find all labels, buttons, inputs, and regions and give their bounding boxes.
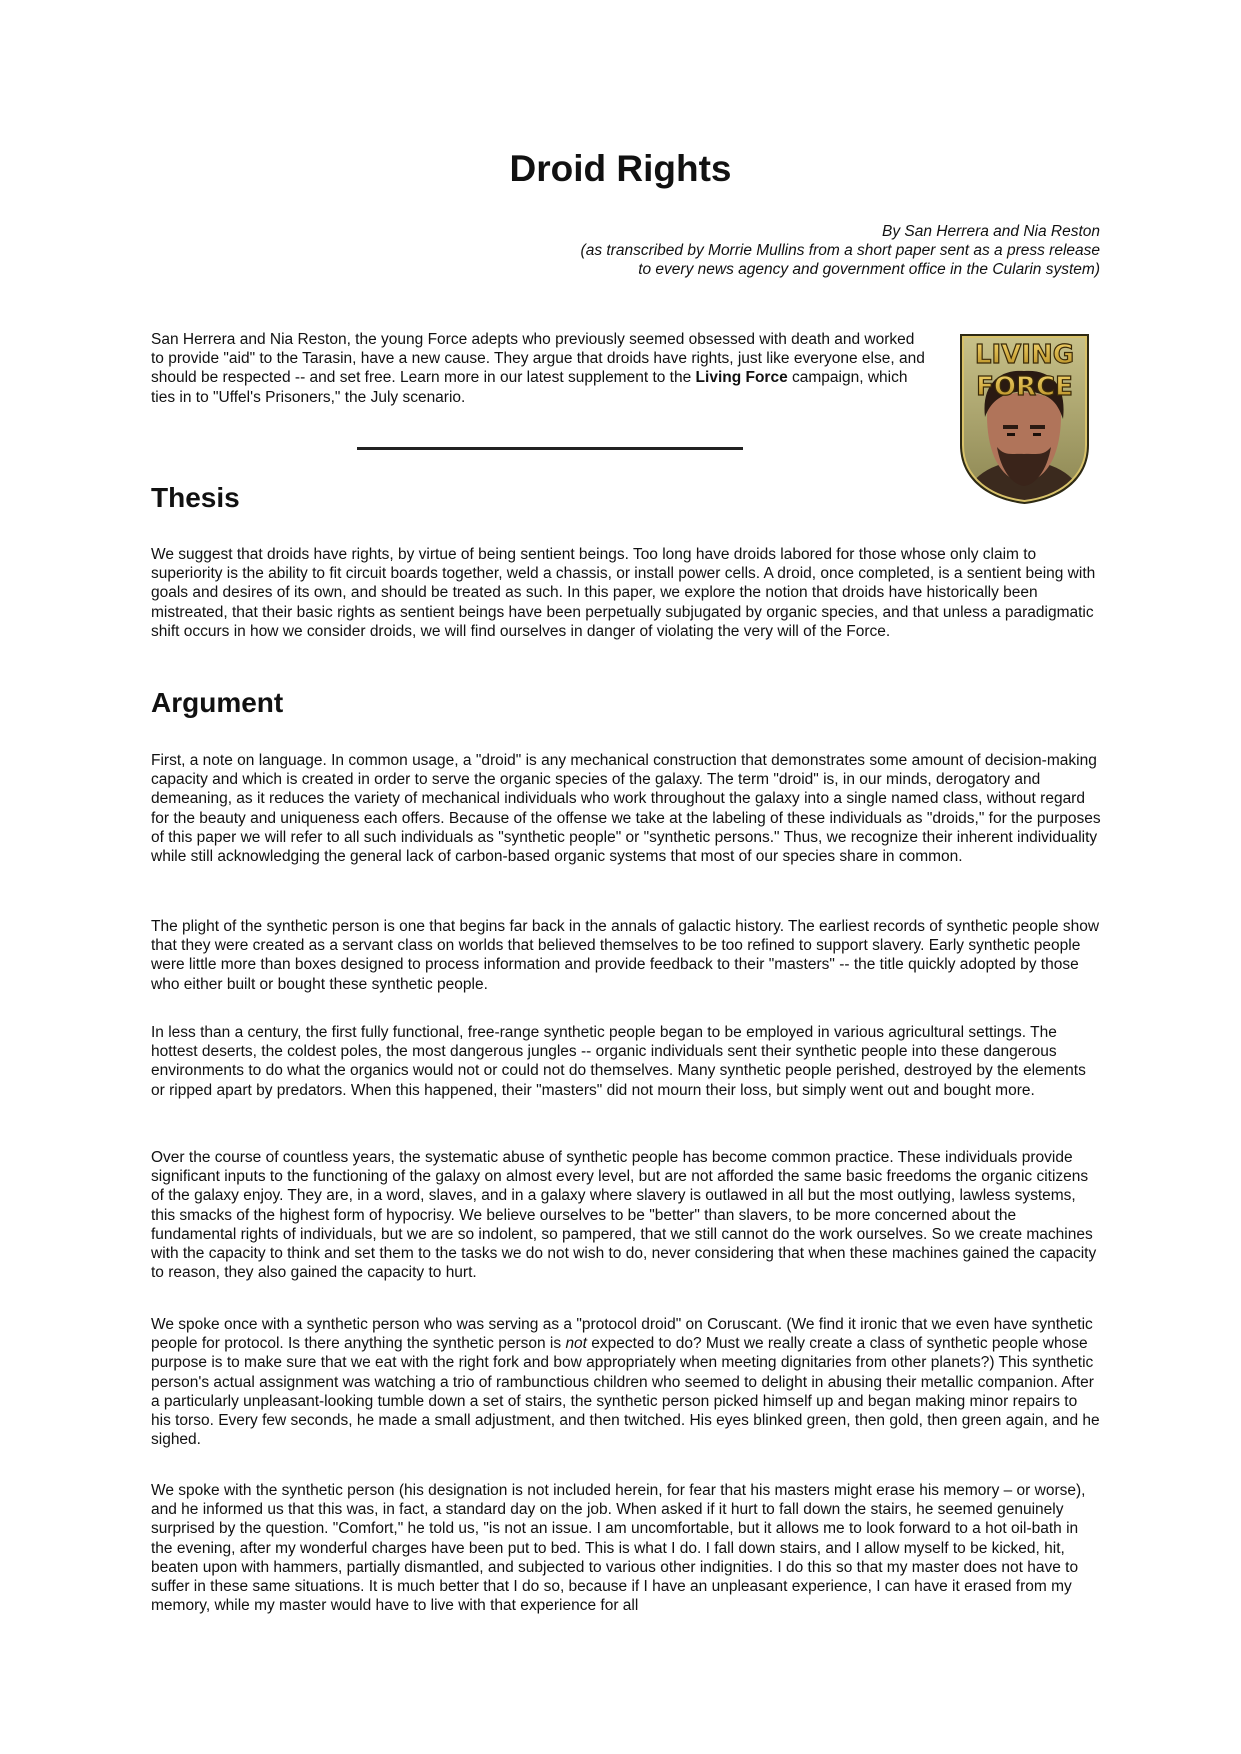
argument-paragraph-abuse: Over the course of countless years, the systematic abuse of synthetic people has become common practice. These individuals provide significant inputs to the functioning of the galaxy on almost every level, but are not afforded the same basic freedoms the organic citizens of the galaxy enjoy. They are, in a word, slaves, and in a galaxy where slavery is outlawed in all but the most outlying, lawless systems, this smacks of the highest form of hypocrisy. We believe ourselves to be "better" than slavers, to be more concerned about the fundamental rights of individuals, but we are so indolent, so pampered, that we still cannot do the work ourselves. So we create machines with the capacity to think and set them to the tasks we do not wish to do, never considering that when these machines gained the capacity to reason, they also gained the capacity to hurt. <box>151 1149 1097 1282</box>
argument-paragraph-history: The plight of the synthetic person is one that begins far back in the annals of galactic history. The earliest records of synthetic people show that they were created as a servant class on worlds that believed themselves to be too refined to support slavery. Early synthetic people were little more than boxes designed to process information and provide feedback to their "masters" -- the title quickly adopted by those who either built or bought these synthetic people. <box>151 918 1100 993</box>
argument-paragraph-interview: We spoke with the synthetic person (his designation is not included herein, for fear that his masters might erase his memory – or worse), and he informed us that this was, in fact, a standard day on the job. When asked if it hurt to fall down the stairs, he seemed genuinely surprised by the question. "Comfort," he told us, "is not an issue. I am uncomfortable, but it allows me to look forward to a hot oil-bath in the evening, after my wonderful charges have been put to bed. This is what I do. I fall down stairs, and I allow myself to be kicked, hit, beaten upon with hammers, partially dismantled, and subjected to various other indignities. I do this so that my master does not have to suffer in these same situations. It is much better that I do so, because if I have an unpleasant experience, I can have it erased from my memory, while my master would have to live with that experience for all <box>151 1482 1086 1615</box>
page-title: Droid Rights <box>509 148 732 189</box>
thesis-heading: Thesis <box>151 482 240 513</box>
intro-campaign-name: Living Force <box>695 369 788 387</box>
protocol-emphasis: not <box>565 1335 587 1353</box>
living-force-logo <box>957 333 1092 505</box>
byline-transcription-note: (as transcribed by Morrie Mullins from a short paper sent as a press release <box>580 242 1100 259</box>
byline-authors: By San Herrera and Nia Reston <box>882 223 1100 240</box>
byline-distribution-note: to every news agency and government office in the Cularin system) <box>638 261 1100 278</box>
thesis-paragraph: We suggest that droids have rights, by virtue of being sentient beings. Too long have droids labored for those whose only claim to superiority is the ability to fit circuit boards together, weld a chassis, or install power cells. A droid, once completed, is a sentient being with goals and desires of its own, and should be treated as such. In this paper, we explore the notion that droids have historically been mistreated, that their basic rights as sentient beings have been perpetually subjugated by organic species, and that unless a paradigmatic shift occurs in how we consider droids, we will find ourselves in danger of violating the very will of the Force. <box>151 546 1096 640</box>
intro-text-start: San Herrera and Nia Reston, the young Force adepts who previously seemed obsessed with death and worked to provide "aid" to the Tarasin, have a new cause. They argue that droids have rights, just like everyone else, and should be respected -- and set free. Learn more in our latest supplement to the <box>151 331 925 387</box>
logo-word-force: FORCE <box>976 372 1073 402</box>
intro-paragraph <box>151 330 931 407</box>
byline <box>400 222 1100 279</box>
argument-heading: Argument <box>151 687 284 718</box>
argument-paragraph-protocol-droid <box>151 1315 1101 1449</box>
argument-paragraph-language: First, a note on language. In common usage, a "droid" is any mechanical construction that demonstrates some amount of decision-making capacity and which is created in order to serve the organic species of the galaxy. The term "droid" is, in our minds, derogatory and demeaning, as it reduces the variety of mechanical individuals who work throughout the galaxy into a single named class, without regard for the beauty and uniqueness each offers. Because of the offense we take at the labeling of these individuals as "droids," for the purposes of this paper we will refer to all such individuals as "synthetic people" or "synthetic persons." Thus, we recognize their inherent individuality while still acknowledging the general lack of carbon-based organic systems that most of our species share in common. <box>151 752 1101 866</box>
argument-paragraph-agriculture: In less than a century, the first fully functional, free-range synthetic people began to be employed in various agricultural settings. The hottest deserts, the coldest poles, the most dangerous jungles -- organic individuals sent their synthetic people into these dangerous environments to do what the organics would not or could not do themselves. Many synthetic people perished, destroyed by the elements or ripped apart by predators. When this happened, their "masters" did not mourn their loss, but simply went out and bought more. <box>151 1024 1086 1099</box>
logo-word-living: LIVING <box>974 340 1075 370</box>
section-divider <box>357 447 743 450</box>
protocol-text-end: expected to do? Must we really create a class of synthetic people whose purpose is to make sure that we eat with the right fork and bow appropriately when meeting dignitaries from other planets?) This synthetic person's actual assignment was watching a trio of rambunctious children who seemed to delight in abusing their metallic companion. After a particularly unpleasant-looking tumble down a set of stairs, the synthetic person picked himself up and began making minor repairs to his torso. Every few seconds, he made a small adjustment, and then twitched. His eyes blinked green, then gold, then green again, and he sighed. <box>151 1335 1100 1449</box>
protocol-text-start: We spoke once with a synthetic person who was serving as a "protocol droid" on Coruscant. (We find it ironic that we even have synthetic people for protocol. Is there anything the synthetic person is <box>151 1316 1093 1353</box>
intro-text-end: campaign, which ties in to "Uffel's Prisoners," the July scenario. <box>151 369 908 406</box>
